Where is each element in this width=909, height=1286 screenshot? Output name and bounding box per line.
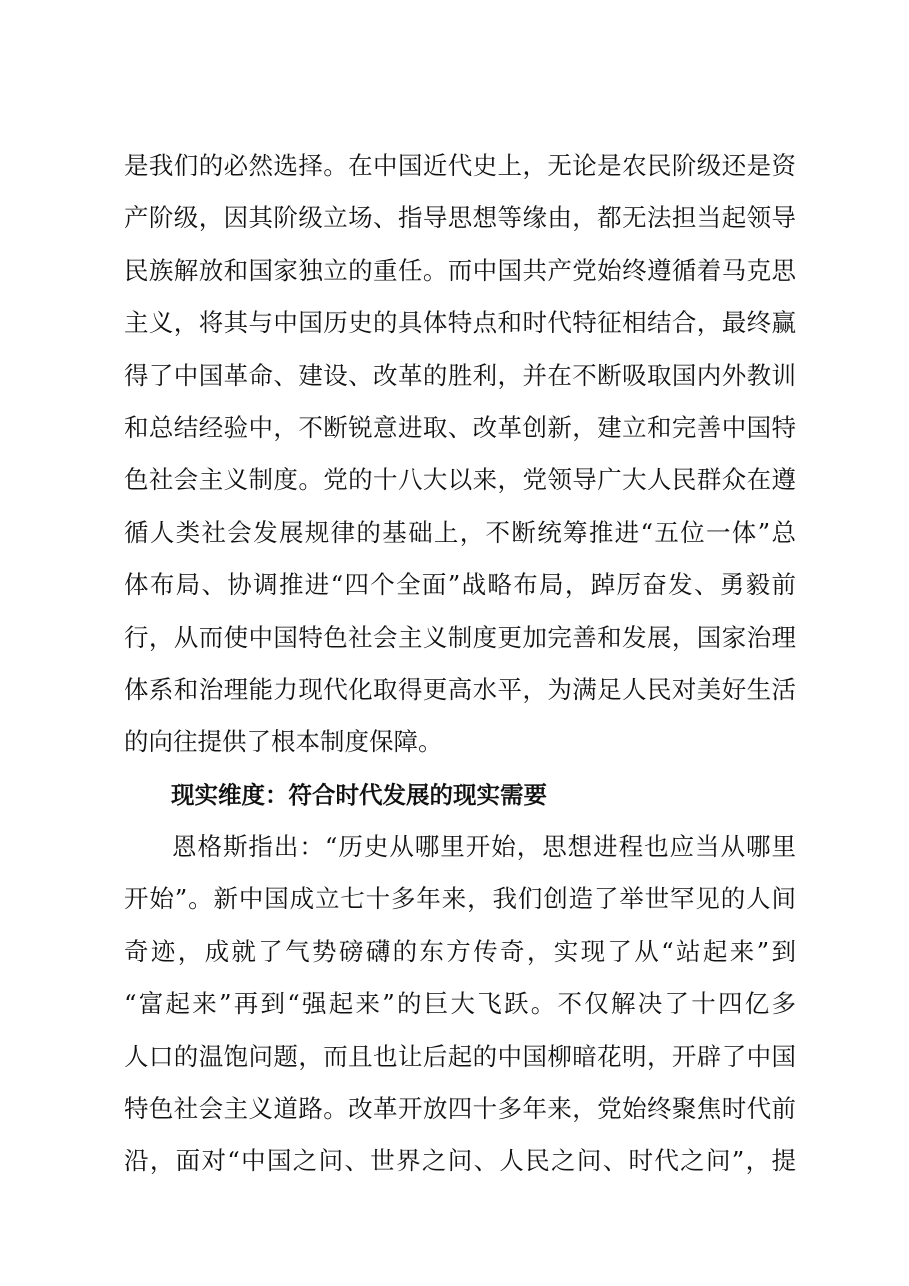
paragraph-line: “富起来”再到“强起来”的巨大飞跃。不仅解决了十四亿多 (124, 989, 796, 1019)
section-heading: 现实维度：符合时代发展的现实需要 (171, 780, 547, 809)
paragraph-line: 主义，将其与中国历史的具体特点和时代特征相结合，最终赢 (124, 308, 796, 338)
paragraph-line: 色社会主义制度。党的十八大以来，党领导广大人民群众在遵 (124, 465, 796, 495)
paragraph-line: 得了中国革命、建设、改革的胜利，并在不断吸取国内外教训 (124, 360, 796, 390)
paragraph-line: 特色社会主义道路。改革开放四十多年来，党始终聚焦时代前 (124, 1094, 796, 1124)
paragraph-line: 体布局、协调推进“四个全面”战略布局，踔厉奋发、勇毅前 (124, 570, 796, 600)
paragraph-line: 是我们的必然选择。在中国近代史上，无论是农民阶级还是资 (124, 151, 796, 180)
body-text (124, 140, 796, 1188)
paragraph-line: 民族解放和国家独立的重任。而中国共产党始终遵循着马克思 (124, 255, 796, 285)
paragraph-line: 开始”。新中国成立七十多年来，我们创造了举世罕见的人间 (124, 884, 796, 914)
paragraph-line: 产阶级，因其阶级立场、指导思想等缘由，都无法担当起领导 (124, 203, 796, 233)
paragraph-line: 人口的温饱问题，而且也让后起的中国柳暗花明，开辟了中国 (124, 1041, 796, 1071)
paragraph-line: 和总结经验中，不断锐意进取、改革创新，建立和完善中国特 (124, 412, 796, 442)
paragraph-line: 的向往提供了根本制度保障。 (124, 727, 443, 757)
paragraph-line: 沿，面对“中国之问、世界之问、人民之问、时代之问”，提 (124, 1146, 796, 1176)
paragraph-line: 体系和治理能力现代化取得更高水平，为满足人民对美好生活 (124, 674, 796, 704)
paragraph-line: 行，从而使中国特色社会主义制度更加完善和发展，国家治理 (124, 622, 796, 652)
paragraph-line: 奇迹，成就了气势磅礴的东方传奇，实现了从“站起来”到 (124, 936, 796, 966)
paragraph-line: 循人类社会发展规律的基础上，不断统筹推进“五位一体”总 (124, 517, 796, 547)
paragraph-line: 恩格斯指出：“历史从哪里开始，思想进程也应当从哪里 (172, 832, 796, 862)
